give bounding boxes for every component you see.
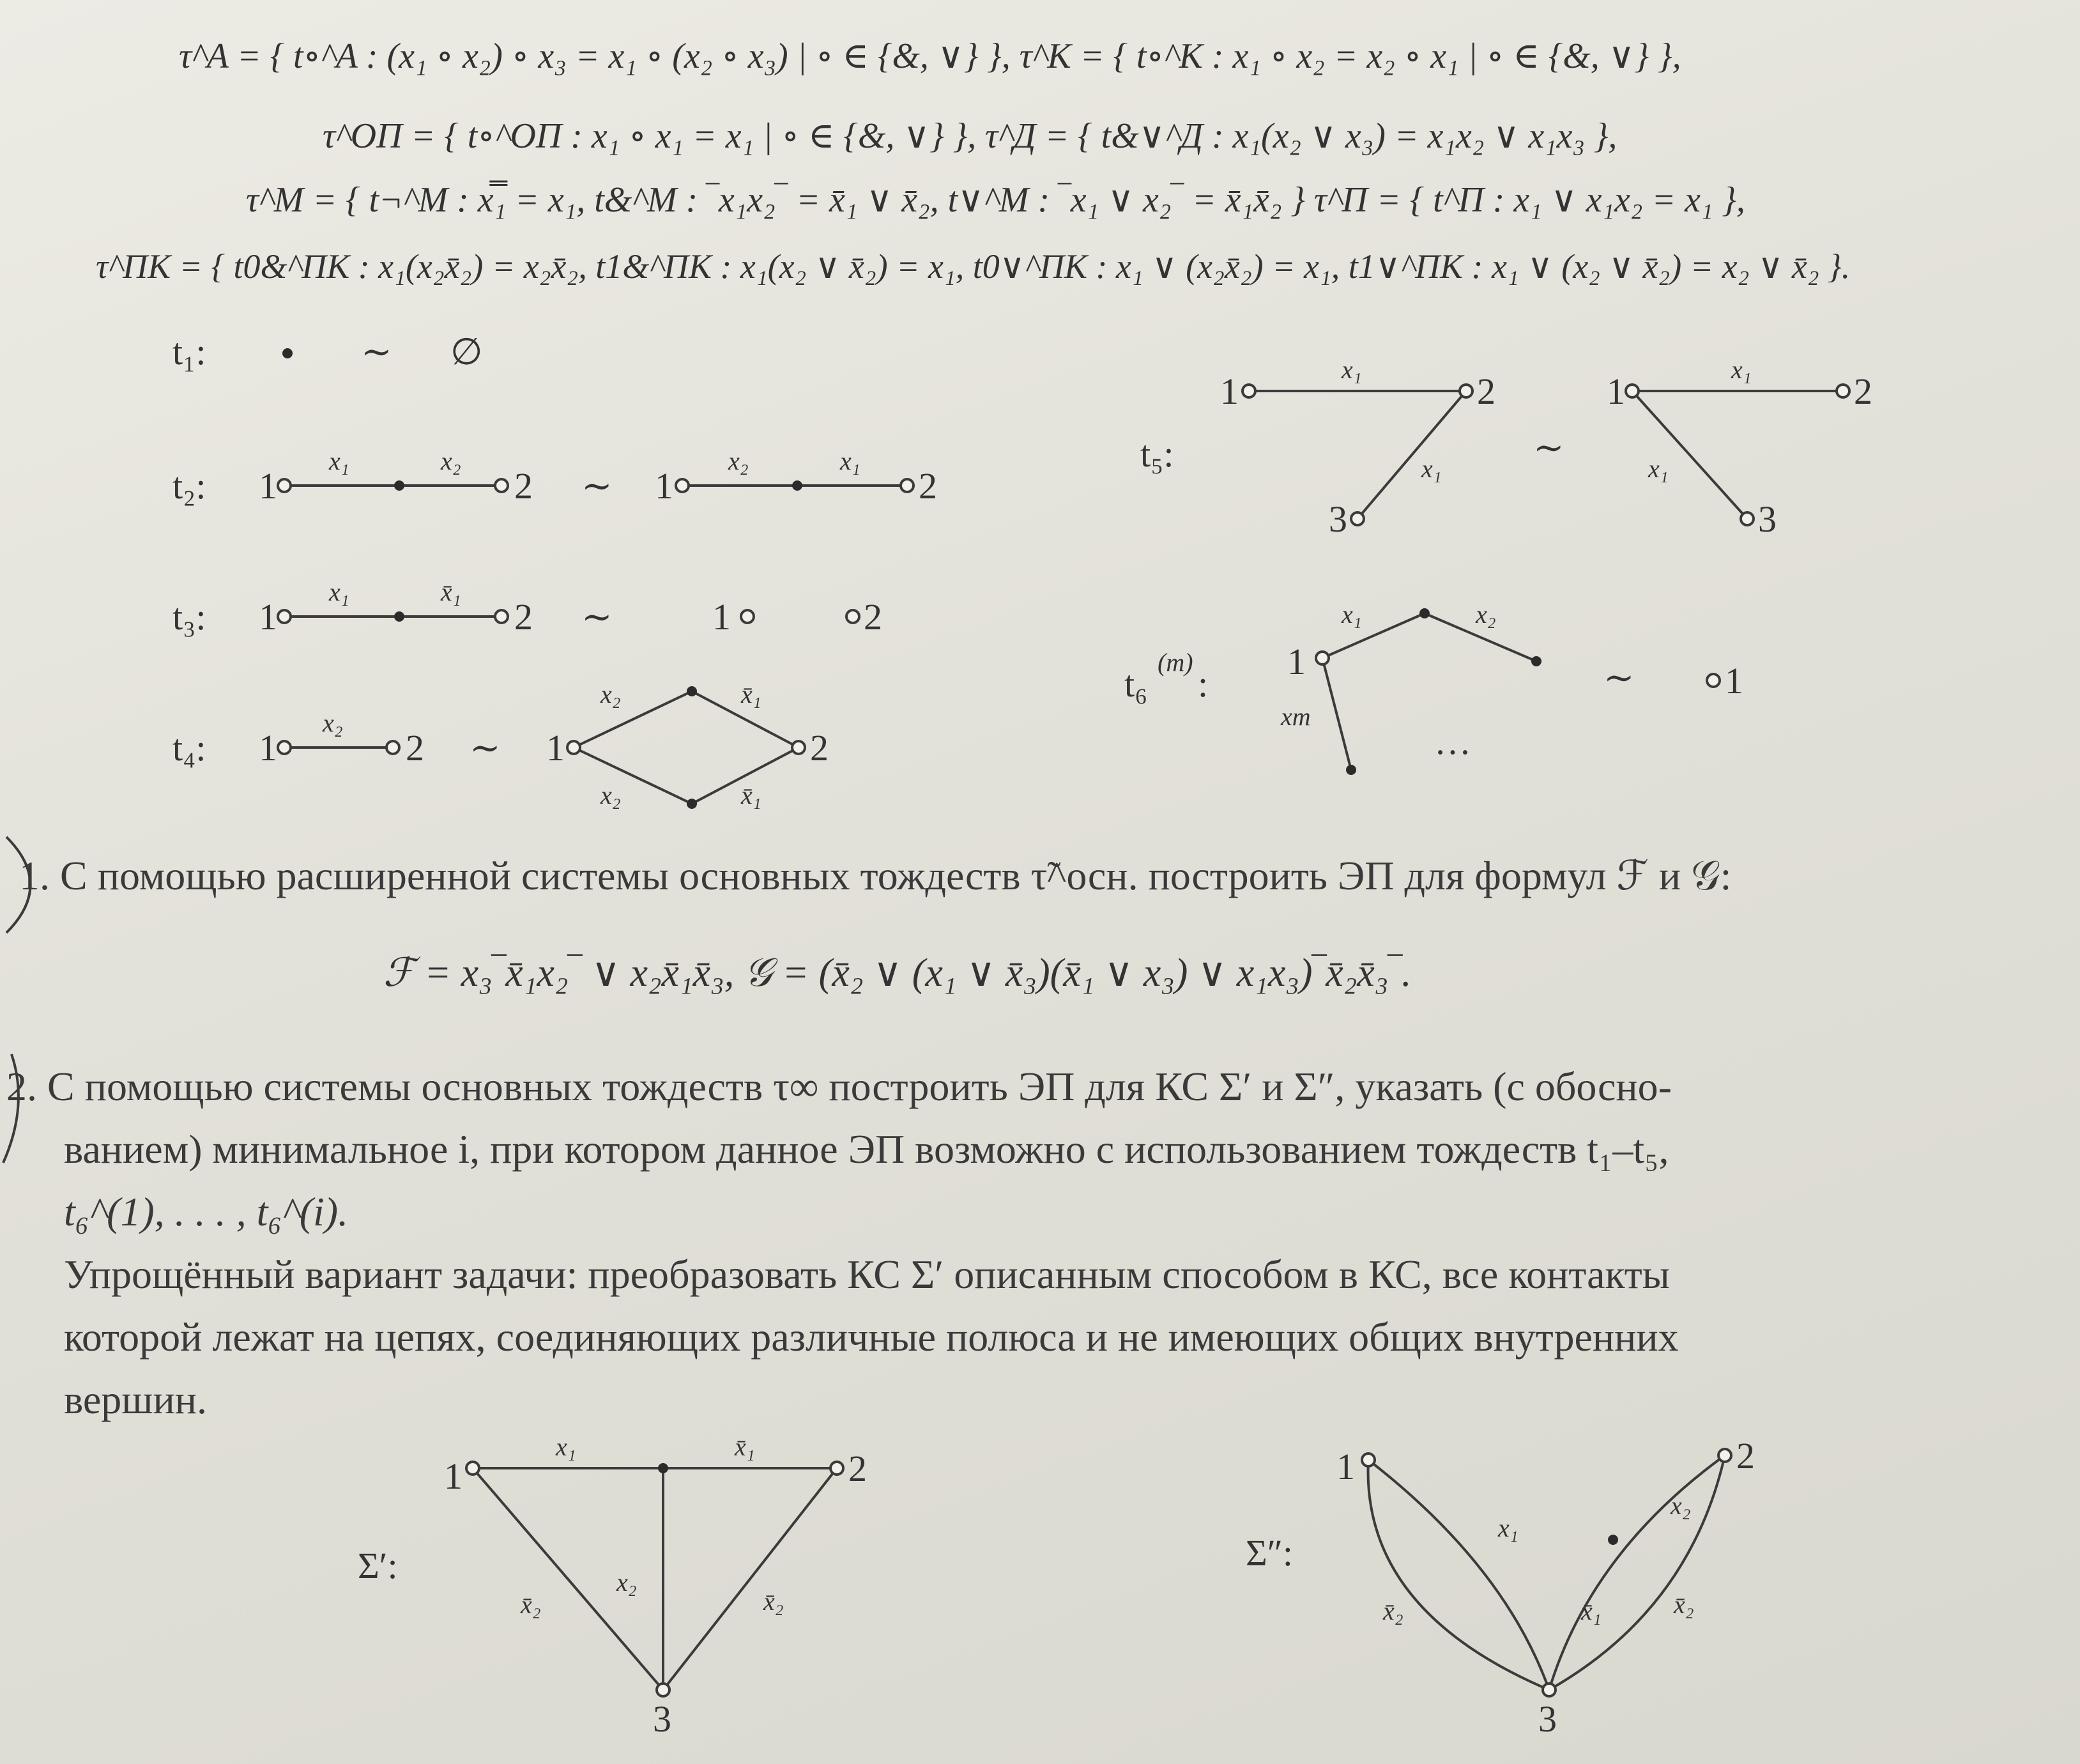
svg-text:1: 1 [655,465,673,507]
sigma1-edge-nx2-right: x̄₂ [763,1587,784,1616]
sigma2-edge-nx2-left: x̄₂ [1383,1597,1403,1625]
svg-text:∼: ∼ [581,465,613,507]
task1-formulas: ℱ = x₃‾x̄₁x₂‾ ∨ x₂x̄₁x̄₃, 𝒢 = (x̄₂ ∨ (x₁ ∨ x̄₃)(x̄₁ ∨ x₃) ∨ x₁x₃)‾x̄₂x̄₃‾. [383,951,1412,995]
svg-text:∼: ∼ [1533,427,1564,468]
t2-edge-b: x₂ [441,447,461,475]
svg-text:3: 3 [1758,498,1777,540]
t2-pole-1: 1 [259,465,277,507]
svg-text:x₂: x₂ [600,781,621,809]
task-2: 2. С помощью системы основных тождеств τ∞ построить ЭП для КС Σ′ и Σ″, указать (с обосно- ванием) минимальное i, при котором данное ЭП возможно с использованием тождеств t₁–t₅, t₆^(1), . . . , t₆^(i). Упрощённый вариант задачи: преобразовать КС Σ′ описанным способом в КС, все контакты которой лежат на цепях, соединяющих различные полюса и не имеющих общих внутренних вершин. [6,1055,2063,1431]
svg-text:∼: ∼ [470,727,501,769]
t6-label: t₆ [1124,663,1148,705]
sigma1-edge-nx1: x̄₁ [735,1432,755,1461]
svg-text:2: 2 [919,465,937,507]
transformations-diagram [0,0,2080,824]
svg-text:2: 2 [864,596,882,638]
t1-tilde: ∼ [361,331,392,372]
svg-text:x₁: x₁ [1731,355,1752,384]
svg-text:3: 3 [1329,498,1347,540]
svg-text:x₂: x₂ [728,447,749,475]
svg-text:1: 1 [259,727,277,769]
t2-edge-a: x₁ [329,447,349,475]
task-1 [19,845,2051,907]
svg-text:x₁: x₁ [329,578,349,606]
svg-text:1: 1 [712,596,731,638]
svg-text:x̄₁: x̄₁ [441,578,461,606]
svg-text:(m): (m) [1158,648,1193,677]
svg-text:2: 2 [514,596,533,638]
svg-text:2: 2 [406,727,424,769]
svg-text:x₁: x₁ [840,447,860,475]
svg-text:xm: xm [1281,702,1311,731]
svg-text:x₂: x₂ [1476,600,1496,629]
svg-text:2: 2 [514,465,533,507]
identity-line-3: τ^M = { t¬^M : x̿₁ = x₁, t&^M : ‾x₁x₂‾ = x̄₁ ∨ x̄₂, t∨^M : ‾x₁ ∨ x₂‾ = x̄₁x̄₂ } τ^П = { t^П : x₁ ∨ x₁x₂ = x₁ }, [246,180,1745,220]
sigma2-label: Σ″: [1246,1532,1294,1574]
svg-text:2: 2 [1477,371,1495,412]
svg-text:x₂: x₂ [600,680,621,709]
svg-text:x₁: x₁ [1648,454,1669,483]
svg-text:2: 2 [810,727,829,769]
t2-label: t₂: [172,465,206,507]
sigma1-label: Σ′: [358,1545,398,1586]
identity-line-2: τ^ОП = { t∘^ОП : x₁ ∘ x₁ = x₁ | ∘ ∈ {&, ∨} }, τ^Д = { t&∨^Д : x₁(x₂ ∨ x₃) = x₁x₂ ∨ x₁x₃ }, [323,116,1617,156]
sigma2-edge-nx2-right: x̄₂ [1674,1590,1694,1619]
task2-number: 2. [6,1064,37,1109]
svg-text:1: 1 [1336,1446,1355,1487]
svg-text:3: 3 [653,1698,671,1740]
svg-text:∼: ∼ [581,596,613,638]
svg-text:2: 2 [1736,1435,1755,1476]
svg-text:1: 1 [1725,660,1743,702]
sigma1-edge-nx2-left: x̄₂ [521,1590,541,1619]
svg-text:1: 1 [1287,641,1306,682]
svg-text:1: 1 [1607,371,1625,412]
svg-text:…: … [1434,721,1471,762]
svg-text:∼: ∼ [1603,657,1635,698]
svg-text:x₁: x₁ [1342,355,1362,384]
schemes-diagram [0,1406,2080,1763]
sigma2-edge-x2: x₂ [1671,1491,1691,1520]
sigma2-edge-x1: x₁ [1498,1514,1518,1542]
t5-label: t₅: [1140,433,1174,475]
svg-text:x̄₁: x̄₁ [741,781,761,809]
sigma1-edge-x1: x₁ [556,1432,576,1461]
svg-text:1: 1 [444,1455,463,1497]
sigma2-edge-nx1: x̄₁ [1581,1597,1602,1625]
svg-text:2: 2 [1854,371,1872,412]
task1-text: С помощью расширенной системы основных тождеств τ̃^осн. построить ЭП для формул ℱ и 𝒢: [60,853,1732,898]
t1-empty: ∅ [450,331,483,372]
task2-simplified: Упрощённый вариант задачи: преобразовать КС Σ′ описанным способом в КС, все контакты [64,1252,1670,1297]
svg-text:x₁: x₁ [1342,600,1362,629]
svg-text:x₁: x₁ [1421,454,1442,483]
svg-text:1: 1 [259,596,277,638]
svg-text:1: 1 [546,727,565,769]
sigma1-edge-x2: x₂ [616,1568,637,1597]
t3-label: t₃: [172,596,206,638]
t1-vertex [282,348,293,358]
svg-text:1: 1 [1220,371,1239,412]
svg-text:2: 2 [848,1448,867,1489]
svg-text::: : [1198,663,1209,705]
svg-text:x̄₁: x̄₁ [741,680,761,709]
identity-line-1: τ^A = { t∘^A : (x₁ ∘ x₂) ∘ x₃ = x₁ ∘ (x₂ ∘ x₃) | ∘ ∈ {&, ∨} }, τ^K = { t∘^K : x₁ ∘ x₂ = x₂ ∘ x₁ | ∘ ∈ {&, ∨} }, [179,36,1681,76]
task1-number: 1. [19,853,50,898]
t1-label: t₁: [172,331,206,372]
svg-text:x₂: x₂ [323,709,343,737]
identity-line-4: τ^ПК = { t0&^ПК : x₁(x₂x̄₂) = x₂x̄₂, t1&^ПК : x₁(x₂ ∨ x̄₂) = x₁, t0∨^ПК : x₁ ∨ (x₂x̄₂) = x₁, t1∨^ПК : x₁ ∨ (x₂ ∨ x̄₂) = x₂ ∨ x̄₂ }. [96,247,1851,286]
svg-text:3: 3 [1538,1698,1557,1740]
t4-label: t₄: [172,727,206,769]
